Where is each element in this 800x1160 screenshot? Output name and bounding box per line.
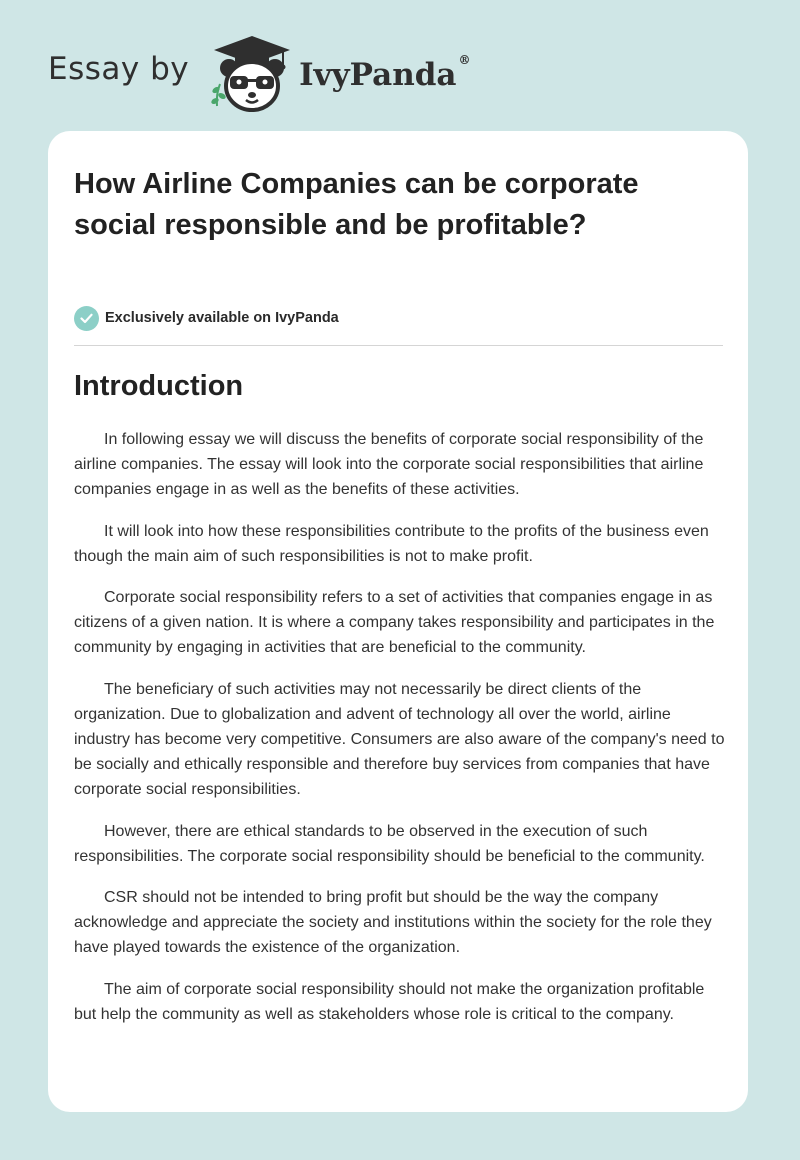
essay-body [74, 427, 725, 1043]
paragraph: It will look into how these responsibilities contribute to the profits of the business even though the main aim of such responsibilities is not to make profit. [74, 522, 709, 565]
brand-logo[interactable] [48, 34, 471, 114]
registered-mark: ® [458, 53, 471, 67]
essay-title: How Airline Companies can be corporate social responsible and be profitable? [74, 168, 639, 241]
section-heading: Introduction [74, 370, 244, 402]
availability-text: Exclusively available on IvyPanda [105, 310, 339, 326]
divider [74, 345, 723, 346]
paragraph: CSR should not be intended to bring profit but should be the way the company acknowledge and appreciate the society and institutions within the society for the role they have played towards the existence of the organization. [74, 889, 712, 957]
brand-prefix: Essay by [48, 51, 190, 87]
essay-card [48, 131, 748, 1112]
panda-graduate-icon [207, 34, 297, 114]
paragraph: However, there are ethical standards to be observed in the execution of such responsibilities. The corporate social responsibility should be beneficial to the community. [74, 822, 705, 865]
paragraph: The aim of corporate social responsibility should not make the organization profitable but help the community as well as stakeholders whose role is critical to the company. [74, 980, 705, 1023]
paragraph: Corporate social responsibility refers to a set of activities that companies engage in as citizens of a given nation. It is where a company takes responsibility and participates in the community by engaging in activities that are beneficial to the community. [74, 589, 715, 657]
availability-badge [74, 305, 339, 331]
brand-name: IvyPanda ® [299, 53, 471, 93]
paragraph: The beneficiary of such activities may not necessarily be direct clients of the organization. Due to globalization and advent of technology all over the world, airline industry has become very competitive. Consumers are also aware of the company's need to be socially and ethically responsible and therefore buy services from companies that have corporate social responsibilities. [74, 680, 725, 799]
paragraph: In following essay we will discuss the benefits of corporate social responsibility of the airline companies. The essay will look into the corporate social responsibilities that airline companies engage in as well as the benefits of these activities. [74, 431, 704, 499]
check-circle-icon [74, 306, 99, 331]
